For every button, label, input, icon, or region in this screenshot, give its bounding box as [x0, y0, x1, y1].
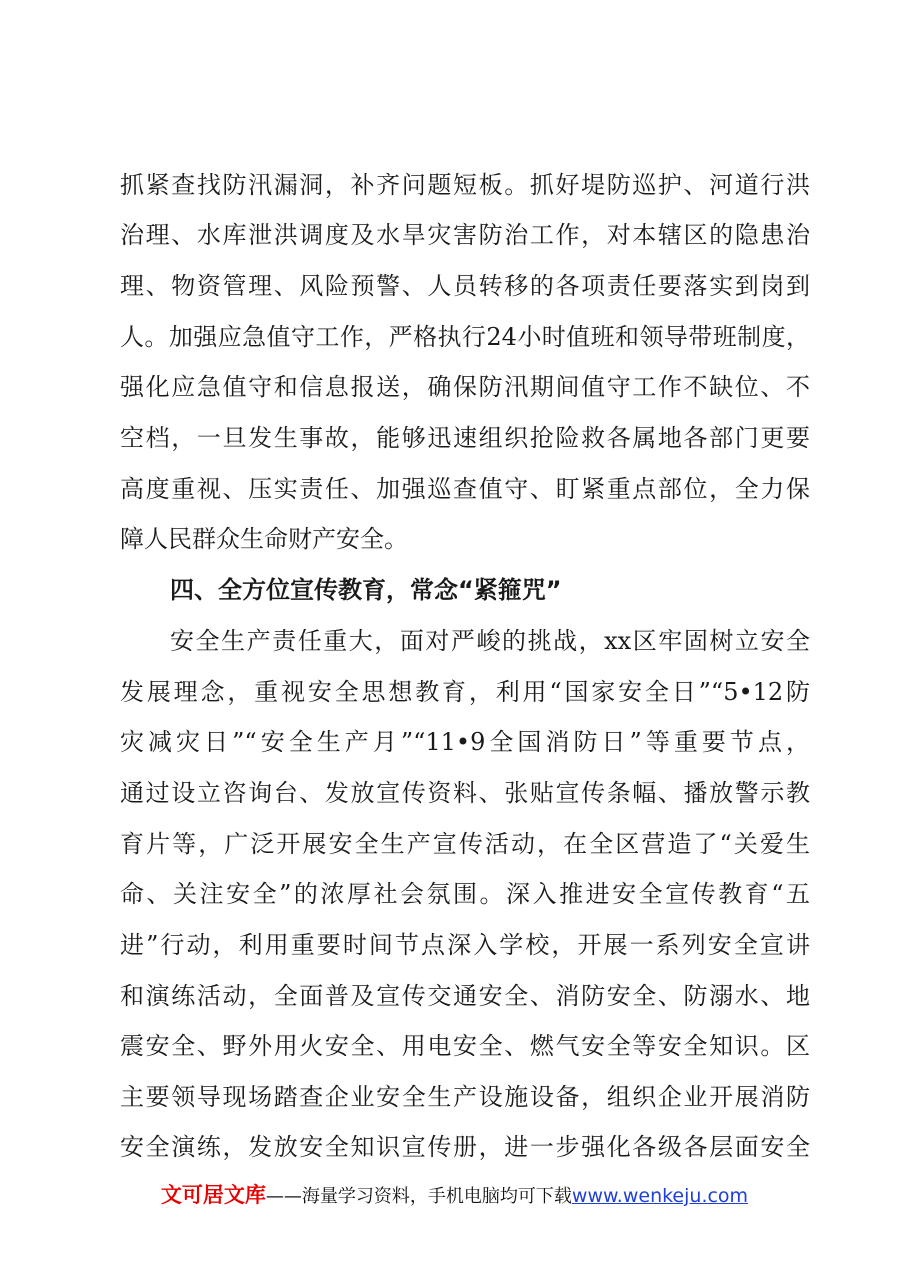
body-text-line: 安全演练，发放安全知识宣传册，进一步强化各级各层面安全 — [120, 1133, 810, 1161]
body-text-line: 人。加强应急值守工作，严格执行24小时值班和领导带班制度， — [120, 323, 810, 351]
footer-banner — [0, 1182, 909, 1210]
body-text-line: 通过设立咨询台、发放宣传资料、张贴宣传条幅、播放警示教 — [120, 779, 810, 807]
body-text-line: 和演练活动，全面普及宣传交通安全、消防安全、防溺水、地 — [120, 982, 810, 1010]
body-text-line: 震安全、野外用火安全、用电安全、燃气安全等安全知识。区 — [120, 1032, 810, 1060]
body-text-line: 发展理念，重视安全思想教育，利用“国家安全日”“5•12防 — [120, 678, 810, 706]
section-heading: 四、全方位宣传教育，常念“紧箍咒” — [170, 576, 562, 604]
body-text-line: 抓紧查找防汛漏洞，补齐问题短板。抓好堤防巡护、河道行洪 — [120, 171, 810, 199]
body-text-line: 空档，一旦发生事故，能够迅速组织抢险救各属地各部门更要 — [120, 424, 810, 452]
body-text-line: 安全生产责任重大，面对严峻的挑战，xx区牢固树立安全 — [170, 627, 810, 655]
body-text-line: 强化应急值守和信息报送，确保防汛期间值守工作不缺位、不 — [120, 373, 810, 401]
body-text-line: 灾减灾日”“安全生产月”“11•9全国消防日”等重要节点， — [120, 728, 810, 756]
body-text-line: 主要领导现场踏查企业安全生产设施设备，组织企业开展消防 — [120, 1083, 810, 1111]
body-text-line: 高度重视、压实责任、加强巡查值守、盯紧重点部位，全力保 — [120, 475, 810, 503]
body-text-line: 命、关注安全”的浓厚社会氛围。深入推进安全宣传教育“五 — [120, 880, 810, 908]
footer-slogan: ——海量学习资料，手机电脑均可下载 — [265, 1186, 572, 1207]
body-text-line: 进”行动，利用重要时间节点深入学校，开展一系列安全宣讲 — [120, 931, 810, 959]
body-text-line: 理、物资管理、风险预警、人员转移的各项责任要落实到岗到 — [120, 272, 810, 300]
body-text-line: 育片等，广泛开展安全生产宣传活动，在全区营造了“关爱生 — [120, 830, 810, 858]
footer-brand: 文可居文库 — [160, 1183, 266, 1207]
body-text-line: 障人民群众生命财产安全。 — [120, 525, 408, 553]
footer-url-link[interactable]: www.wenkeju.com — [571, 1185, 749, 1207]
body-text-line: 治理、水库泄洪调度及水旱灾害防治工作，对本辖区的隐患治 — [120, 221, 810, 249]
